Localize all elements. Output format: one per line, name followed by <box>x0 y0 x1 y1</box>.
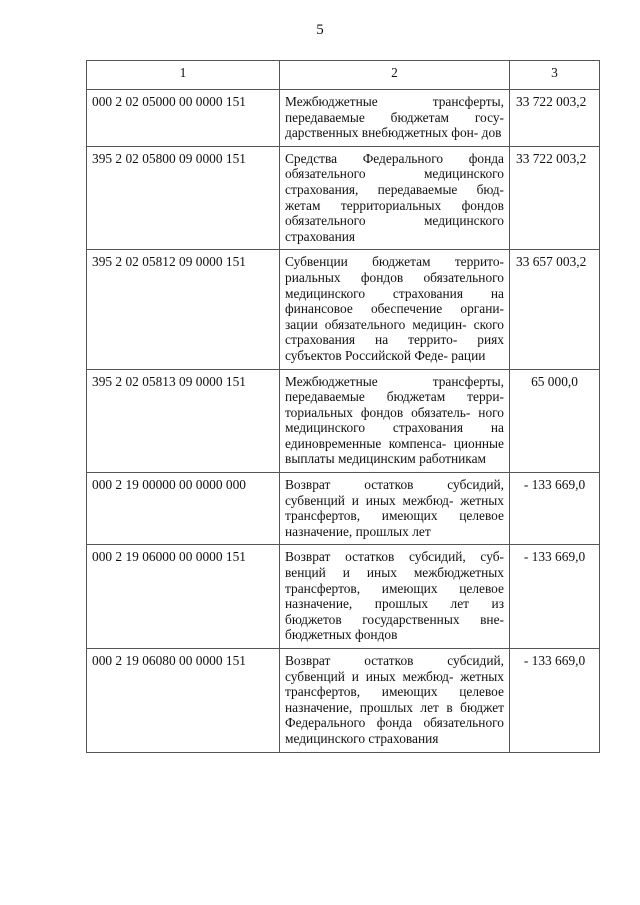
classification-code: 000 2 19 06000 00 0000 151 <box>87 545 280 649</box>
income-name <box>280 649 510 753</box>
income-name-line: ционные выплаты медицинским <box>285 435 504 467</box>
income-name-line: финансовое обеспечение органи- <box>285 301 504 317</box>
income-name-line: страхования <box>368 730 439 746</box>
column-header-1: 1 <box>87 61 280 90</box>
income-name-line: субвенций и иных межбюд- <box>285 492 454 508</box>
table-header-row <box>87 61 600 90</box>
income-name-line: Межбюджетные трансферты, <box>285 373 504 389</box>
income-name-line: страхования <box>285 228 356 244</box>
income-name-line: Средства Федерального фонда <box>285 150 504 166</box>
page-number: 5 <box>316 22 324 38</box>
income-name-line: риальных фондов обязательного <box>285 269 504 285</box>
table-row <box>87 649 600 753</box>
table-row <box>87 146 600 250</box>
table-row <box>87 545 600 649</box>
income-name <box>280 146 510 250</box>
income-name <box>280 250 510 369</box>
income-name-line: жетам территориальных фондов <box>285 197 504 213</box>
income-name-line: страхования, передаваемые бюд- <box>285 181 504 197</box>
amount: 33 657 003,2 <box>510 250 600 369</box>
income-name-line: работникам <box>419 451 487 467</box>
income-name-line: на единовременные компенса- <box>285 420 504 451</box>
income-name-line: субвенций и иных межбюд- <box>285 668 454 684</box>
income-name-line: Возврат остатков субсидий, <box>285 477 504 493</box>
classification-code: 395 2 02 05800 09 0000 151 <box>87 146 280 250</box>
income-name-line: Возврат остатков субсидий, суб- <box>285 549 504 565</box>
amount: - 133 669,0 <box>510 473 600 545</box>
income-name <box>280 90 510 147</box>
income-name-line: Межбюджетные трансферты, <box>285 94 504 109</box>
income-name-line: передаваемые бюджетам госу- <box>285 109 504 125</box>
income-name-line: в бюджет Федерального фонда <box>285 699 504 731</box>
income-name-line: дарственных внебюджетных фон- <box>285 125 479 141</box>
classification-code: 395 2 02 05813 09 0000 151 <box>87 369 280 473</box>
income-name-line: зации обязательного медицин- <box>285 316 467 332</box>
income-name-line: назначение, прошлых лет из <box>285 596 504 612</box>
income-name-line: дов <box>481 125 502 141</box>
table-row <box>87 90 600 147</box>
amount: - 133 669,0 <box>510 545 600 649</box>
income-name-line: обязательного медицинского <box>285 213 504 229</box>
amount: 33 722 003,2 <box>510 146 600 250</box>
income-name <box>280 473 510 545</box>
budget-table <box>86 60 600 753</box>
income-name-line: обязательного медицинского <box>285 166 504 182</box>
income-name-line: Возврат остатков субсидий, <box>285 653 504 668</box>
income-name-line: ного медицинского страхования <box>285 404 504 436</box>
income-name-line: Субвенции бюджетам террито- <box>285 254 504 270</box>
income-name-line: передаваемые бюджетам терри- <box>285 389 504 405</box>
income-name <box>280 369 510 473</box>
income-name-line: ского страхования на террито- <box>285 316 504 348</box>
table-row <box>87 369 600 473</box>
income-name-line: венций и иных межбюджетных <box>285 565 504 581</box>
income-name-line: ториальных фондов обязатель- <box>285 404 471 420</box>
income-name-line: рации <box>451 347 486 363</box>
column-header-2: 2 <box>280 61 510 90</box>
income-name-line: жетных трансфертов, имеющих <box>285 492 504 524</box>
income-name-line: целевое назначение, прошлых лет <box>285 508 504 539</box>
column-header-3: 3 <box>510 61 600 90</box>
income-name-line: бюджетных фондов <box>285 627 398 643</box>
amount: 65 000,0 <box>510 369 600 473</box>
income-name-line: трансфертов, имеющих целевое <box>285 580 504 596</box>
income-name-line: риях субъектов Российской Феде- <box>285 332 504 363</box>
table-row <box>87 250 600 369</box>
income-name-line: медицинского страхования на <box>285 285 504 301</box>
amount: - 133 669,0 <box>510 649 600 753</box>
amount: 33 722 003,2 <box>510 90 600 147</box>
classification-code: 000 2 02 05000 00 0000 151 <box>87 90 280 147</box>
income-name <box>280 545 510 649</box>
income-name-line: обязательного медицинского <box>285 715 504 746</box>
classification-code: 000 2 19 06080 00 0000 151 <box>87 649 280 753</box>
classification-code: 000 2 19 00000 00 0000 000 <box>87 473 280 545</box>
income-name-line: жетных трансфертов, имеющих <box>285 668 504 700</box>
classification-code: 395 2 02 05812 09 0000 151 <box>87 250 280 369</box>
table-row <box>87 473 600 545</box>
income-name-line: бюджетов государственных вне- <box>285 611 504 627</box>
income-name-line: целевое назначение, прошлых лет <box>285 684 504 715</box>
